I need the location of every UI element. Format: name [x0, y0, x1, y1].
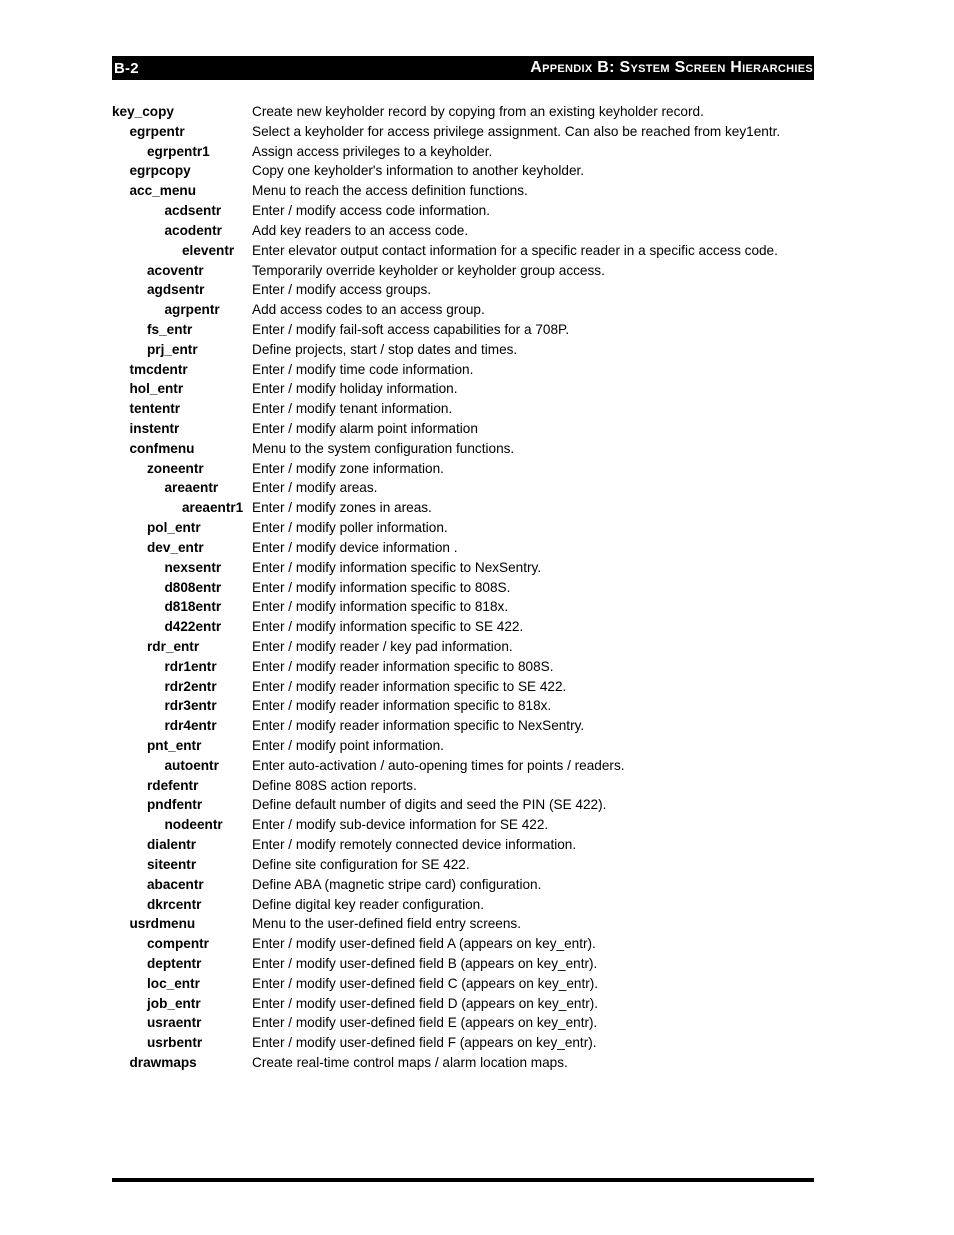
hierarchy-row: [112, 578, 814, 598]
screen-name: instentr: [129, 421, 180, 436]
hierarchy-row: [112, 597, 814, 617]
hierarchy-row: [112, 201, 814, 221]
hierarchy-row: [112, 974, 814, 994]
hierarchy-row: [112, 875, 814, 895]
screen-description: Enter / modify alarm point information: [252, 421, 478, 436]
hierarchy-row: [112, 261, 814, 281]
hierarchy-row: [112, 815, 814, 835]
screen-description: Enter / modify reader information specific to SE 422.: [252, 678, 567, 694]
screen-description: Add access codes to an access group.: [252, 302, 485, 318]
hierarchy-row: [112, 795, 814, 815]
screen-name: usrdmenu: [129, 916, 196, 932]
screen-name: pndfentr: [147, 797, 203, 813]
screen-description: Copy one keyholder's information to another keyholder.: [252, 163, 585, 179]
screen-name: areaentr: [164, 480, 219, 496]
screen-name: dev_entr: [147, 539, 204, 555]
screen-description: Enter / modify reader information specific to 808S.: [252, 658, 554, 674]
hierarchy-row: [112, 657, 814, 677]
screen-name: deptentr: [147, 955, 202, 971]
screen-name: eleventr: [182, 242, 235, 258]
hierarchy-row: [112, 855, 814, 875]
footer-rule: [112, 1178, 814, 1182]
screen-description: Enter / modify sub-device information for SE 422.: [252, 817, 549, 833]
appendix-title: Appendix B: System Screen Hierarchies: [530, 59, 813, 76]
screen-name: rdefentr: [147, 777, 199, 793]
page-number: B-2: [114, 59, 139, 77]
hierarchy-row: [112, 558, 814, 578]
screen-description: Enter / modify user-defined field D (appears on key_entr).: [252, 995, 599, 1011]
hierarchy-row: [112, 241, 814, 261]
hierarchy-row: [112, 1053, 814, 1073]
screen-name: tmcdentr: [129, 361, 188, 377]
screen-description: Select a keyholder for access privilege assignment. Can also be reached from key1entr.: [252, 123, 781, 139]
hierarchy-row: [112, 459, 814, 479]
hierarchy-row: [112, 320, 814, 340]
screen-name: job_entr: [147, 995, 201, 1011]
screen-name: agdsentr: [147, 282, 205, 298]
hierarchy-row: [112, 379, 814, 399]
screen-description: Temporarily override keyholder or keyholder group access.: [252, 262, 605, 278]
screen-name: pnt_entr: [147, 738, 202, 753]
screen-description: Define ABA (magnetic stripe card) configuration.: [252, 876, 542, 892]
hierarchy-row: [112, 637, 814, 657]
screen-description: Enter auto-activation / auto-opening times for points / readers.: [252, 757, 625, 773]
screen-name: egrpentr: [129, 123, 185, 139]
hierarchy-row: [112, 102, 814, 122]
hierarchy-row: [112, 914, 814, 934]
screen-description: Enter / modify user-defined field B (appears on key_entr).: [252, 955, 598, 971]
screen-name: usraentr: [147, 1015, 202, 1031]
screen-name: acoventr: [147, 262, 204, 278]
hierarchy-row: [112, 518, 814, 538]
hierarchy-row: [112, 221, 814, 241]
hierarchy-row: [112, 538, 814, 558]
screen-description: Menu to reach the access definition functions.: [252, 183, 528, 199]
screen-name: dialentr: [147, 837, 197, 853]
screen-description: Define default number of digits and seed the PIN (SE 422).: [252, 797, 607, 813]
screen-description: Create real-time control maps / alarm location maps.: [252, 1055, 568, 1070]
screen-name: agrpentr: [164, 302, 220, 318]
screen-description: Enter / modify reader information specific to NexSentry.: [252, 718, 585, 734]
screen-name: rdr4entr: [164, 718, 217, 734]
screen-description: Enter / modify access groups.: [252, 282, 432, 298]
hierarchy-row: [112, 696, 814, 716]
screen-description: Enter / modify reader information specific to 818x.: [252, 698, 552, 714]
hierarchy-row: [112, 181, 814, 201]
hierarchy-row: [112, 300, 814, 320]
hierarchy-row: [112, 399, 814, 419]
screen-description: Enter / modify information specific to 818x.: [252, 599, 509, 615]
screen-description: Enter / modify tenant information.: [252, 401, 453, 417]
screen-name: zoneentr: [147, 460, 204, 476]
screen-name: confmenu: [129, 440, 195, 456]
screen-description: Define site configuration for SE 422.: [252, 856, 470, 872]
screen-name: siteentr: [147, 856, 197, 872]
screen-name: fs_entr: [147, 321, 193, 337]
screen-name: nodeentr: [164, 817, 223, 833]
screen-description: Enter / modify information specific to 808S.: [252, 579, 511, 595]
screen-description: Enter / modify point information.: [252, 738, 444, 753]
hierarchy-row: [112, 835, 814, 855]
screen-name: pol_entr: [147, 520, 201, 536]
screen-description: Enter / modify time code information.: [252, 361, 474, 377]
hierarchy-row: [112, 954, 814, 974]
screen-name: dkrcentr: [147, 896, 202, 912]
hierarchy-row: [112, 280, 814, 300]
screen-description: Enter / modify user-defined field E (appears on key_entr).: [252, 1015, 598, 1031]
screen-description: Define digital key reader configuration.: [252, 896, 484, 912]
screen-name: rdr3entr: [164, 698, 217, 714]
hierarchy-row: [112, 776, 814, 796]
screen-name: loc_entr: [147, 975, 200, 991]
screen-description: Define projects, start / stop dates and times.: [252, 341, 518, 357]
hierarchy-row: [112, 340, 814, 360]
screen-hierarchy-list: [112, 102, 814, 1073]
screen-name: autoentr: [164, 757, 219, 773]
hierarchy-row: [112, 934, 814, 954]
screen-name: rdr2entr: [164, 678, 217, 694]
screen-name: d422entr: [164, 619, 222, 635]
screen-name: d818entr: [164, 599, 222, 615]
screen-name: rdr_entr: [147, 638, 200, 654]
screen-description: Enter elevator output contact information for a specific reader in a specific access code.: [252, 242, 778, 258]
screen-name: drawmaps: [129, 1055, 197, 1070]
screen-name: key_copy: [112, 104, 174, 119]
screen-name: d808entr: [164, 579, 222, 595]
screen-description: Enter / modify information specific to NexSentry.: [252, 559, 542, 575]
hierarchy-row: [112, 716, 814, 736]
hierarchy-row: [112, 142, 814, 162]
screen-description: Menu to the system configuration functions.: [252, 440, 515, 456]
screen-description: Enter / modify user-defined field C (appears on key_entr).: [252, 975, 599, 991]
screen-description: Enter / modify zones in areas.: [252, 500, 432, 516]
hierarchy-row: [112, 677, 814, 697]
screen-description: Enter / modify device information .: [252, 539, 458, 555]
screen-description: Enter / modify information specific to SE 422.: [252, 619, 524, 635]
screen-description: Enter / modify user-defined field F (appears on key_entr).: [252, 1035, 597, 1051]
screen-name: egrpentr1: [147, 143, 210, 159]
screen-name: areaentr1: [182, 500, 244, 516]
screen-description: Assign access privileges to a keyholder.: [252, 143, 493, 159]
screen-description: Define 808S action reports.: [252, 777, 417, 793]
screen-name: acdsentr: [164, 203, 222, 219]
screen-description: Create new keyholder record by copying from an existing keyholder record.: [252, 104, 704, 119]
hierarchy-row: [112, 498, 814, 518]
hierarchy-row: [112, 122, 814, 142]
hierarchy-row: [112, 439, 814, 459]
screen-description: Enter / modify remotely connected device information.: [252, 837, 577, 853]
screen-description: Enter / modify holiday information.: [252, 381, 458, 397]
hierarchy-row: [112, 1033, 814, 1053]
screen-name: acc_menu: [129, 183, 196, 199]
hierarchy-row: [112, 736, 814, 756]
screen-description: Menu to the user-defined field entry screens.: [252, 916, 522, 932]
screen-description: Enter / modify reader / key pad information.: [252, 638, 513, 654]
hierarchy-row: [112, 1013, 814, 1033]
screen-description: Enter / modify user-defined field A (appears on key_entr).: [252, 936, 596, 952]
screen-name: usrbentr: [147, 1035, 203, 1051]
hierarchy-row: [112, 895, 814, 915]
screen-name: tententr: [129, 401, 181, 417]
hierarchy-row: [112, 161, 814, 181]
hierarchy-row: [112, 994, 814, 1014]
screen-name: rdr1entr: [164, 658, 217, 674]
hierarchy-row: [112, 419, 814, 439]
screen-description: Enter / modify access code information.: [252, 203, 490, 219]
screen-description: Enter / modify areas.: [252, 480, 378, 496]
screen-name: prj_entr: [147, 341, 198, 357]
hierarchy-row: [112, 360, 814, 380]
screen-description: Enter / modify poller information.: [252, 520, 448, 536]
hierarchy-row: [112, 617, 814, 637]
screen-description: Add key readers to an access code.: [252, 222, 469, 238]
hierarchy-row: [112, 756, 814, 776]
screen-name: nexsentr: [164, 559, 222, 575]
screen-name: egrpcopy: [129, 163, 191, 179]
screen-name: abacentr: [147, 876, 204, 892]
page-header: [112, 56, 814, 80]
screen-description: Enter / modify zone information.: [252, 460, 444, 476]
screen-name: compentr: [147, 936, 209, 952]
hierarchy-row: [112, 478, 814, 498]
screen-name: acodentr: [164, 222, 222, 238]
screen-name: hol_entr: [129, 381, 184, 397]
screen-description: Enter / modify fail-soft access capabilities for a 708P.: [252, 321, 570, 337]
